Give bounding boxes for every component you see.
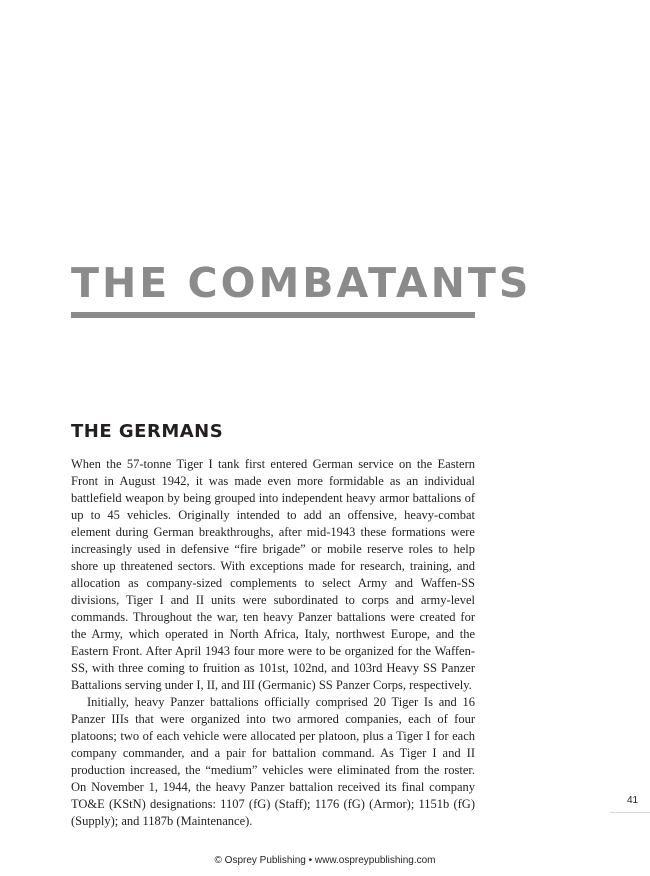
body-text — [71, 456, 475, 830]
footer-copyright: © Osprey Publishing • www.ospreypublishing.com — [214, 855, 436, 866]
chapter-title: THE COMBATANTS — [71, 259, 532, 307]
title-underline-rule — [71, 312, 475, 318]
section-heading: THE GERMANS — [71, 421, 224, 442]
page-number-rule — [610, 812, 650, 813]
page-number: 41 — [627, 795, 639, 806]
paragraph: When the 57-tonne Tiger I tank first entered German service on the Eastern Front in August 1942, it was made even more formidable as an individual battlefield weapon by being grouped into independent heavy armor battalions of up to 45 vehicles. Originally intended to add an offensive, heavy-combat element during German breakthroughs, after mid-1943 these formations were increasingly used in defensive “fire brigade” or mobile reserve roles to help shore up threatened sectors. With exceptions made for research, training, and allocation as company-sized complements to select Army and Waffen-SS divisions, Tiger I and II units were subordinated to corps and army-level commands. Throughout the war, ten heavy Panzer battalions were created for the Army, which operated in North Africa, Italy, northwest Europe, and the Eastern Front. After April 1943 four more were to be organized for the Waffen-SS, with three coming to fruition as 101st, 102nd, and 103rd Heavy SS Panzer Battalions serving under I, II, and III (Germanic) SS Panzer Corps, respectively. — [71, 457, 475, 692]
paragraph: Initially, heavy Panzer battalions officially comprised 20 Tiger Is and 16 Panzer IIIs that were organized into two armored companies, each of four platoons; two of each vehicle were allocated per platoon, plus a Tiger I for each company commander, and a pair for battalion command. As Tiger I and II production increased, the “medium” vehicles were eliminated from the roster. On November 1, 1944, the heavy Panzer battalion received its final company TO&E (KStN) designations: 1107 (fG) (Staff); 1176 (fG) (Armor); 1151b (fG) (Supply); and 1187b (Maintenance). — [71, 695, 475, 828]
